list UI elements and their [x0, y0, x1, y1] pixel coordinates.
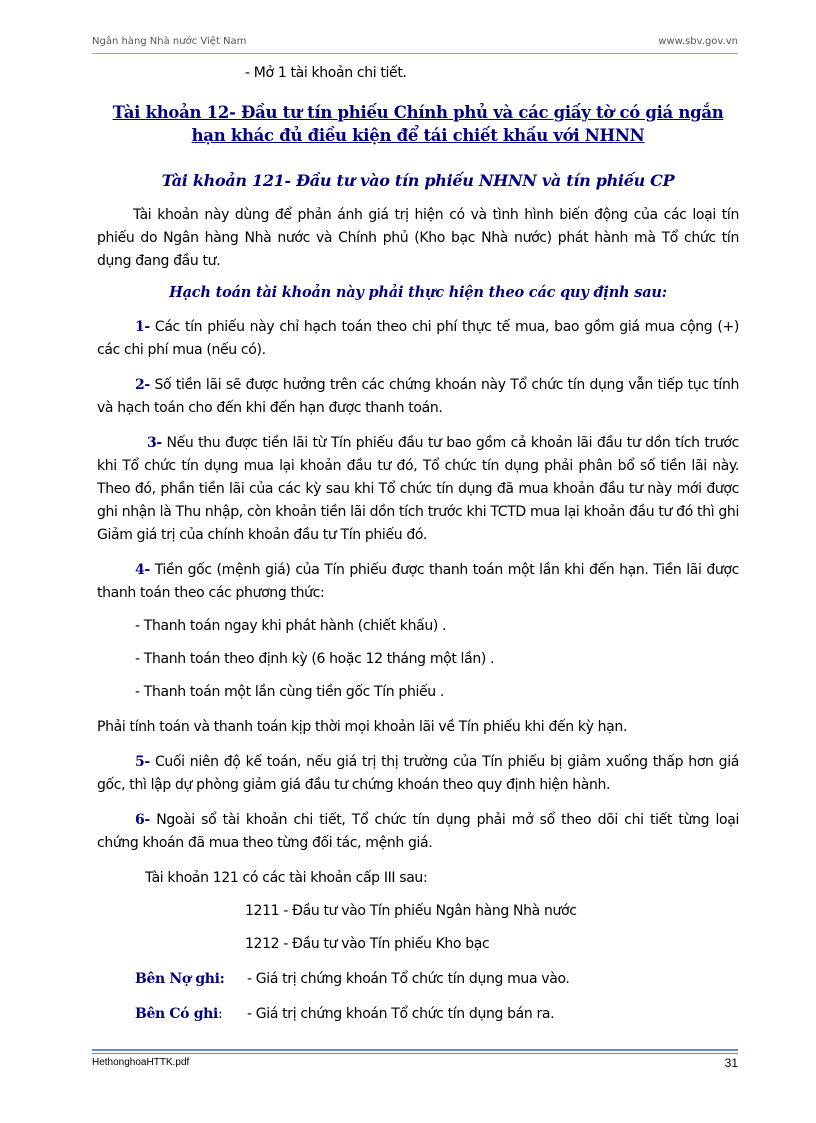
- document-body: [97, 62, 739, 1026]
- footer-filename: HethonghoaHTTK.pdf: [92, 1057, 190, 1068]
- credit-label: Bên Có ghi: [135, 1006, 218, 1022]
- rule-number: 4-: [135, 562, 150, 578]
- payment-method-item: - Thanh toán một lần cùng tiền gốc Tín phiếu .: [135, 684, 444, 700]
- rule-item: [97, 559, 739, 605]
- intro-paragraph: Tài khoản này dùng để phản ánh giá trị hiện có và tình hình biến động của các loại tín phiếu do Ngân hàng Nhà nước và Chính phủ (Kho bạc Nhà nước) phát hành mà Tổ chức tín dụng đang đầu tư.: [97, 207, 739, 269]
- rule-number: 6-: [135, 812, 150, 828]
- debit-label: Bên Nợ ghi:: [135, 971, 225, 987]
- rule-text: Số tiền lãi sẽ được hưởng trên các chứng khoán này Tổ chức tín dụng vẫn tiếp tục tính và hạch toán cho đến khi đến hạn được thanh toán.: [97, 377, 739, 416]
- payment-method-item: - Thanh toán ngay khi phát hành (chiết khấu) .: [135, 618, 447, 634]
- footer-divider-thin: [92, 1053, 738, 1054]
- rule-item: [97, 751, 739, 797]
- rule-number: 3-: [147, 435, 162, 451]
- rule-text: Ngoài sổ tài khoản chi tiết, Tổ chức tín dụng phải mở sổ theo dõi chi tiết từng loại chứng khoán đã mua theo từng đối tác, mệnh giá.: [97, 812, 739, 851]
- rule-text: Tiền gốc (mệnh giá) của Tín phiếu được thanh toán một lần khi đến hạn. Tiền lãi được thanh toán theo các phương thức:: [97, 562, 739, 601]
- rule-number: 2-: [135, 377, 150, 393]
- rule-text: Cuối niên độ kế toán, nếu giá trị thị trường của Tín phiếu bị giảm xuống thấp hơn giá gốc, thì lập dự phòng giảm giá đầu tư chứng khoán theo quy định hiện hành.: [97, 754, 739, 793]
- rule-number: 5-: [135, 754, 150, 770]
- rule-item: [97, 316, 739, 362]
- top-line: - Mở 1 tài khoản chi tiết.: [245, 65, 407, 81]
- rule-text: Các tín phiếu này chỉ hạch toán theo chi phí thực tế mua, bao gồm giá mua cộng (+) các chi phí mua (nếu có).: [97, 319, 739, 358]
- sub-account-1211: 1211 - Đầu tư vào Tín phiếu Ngân hàng Nhà nước: [245, 903, 577, 919]
- payment-method-item: - Thanh toán theo định kỳ (6 hoặc 12 tháng một lần) .: [135, 651, 495, 667]
- sub-accounts-intro: Tài khoản 121 có các tài khoản cấp III sau:: [145, 870, 428, 886]
- account-121-title: Tài khoản 121- Đầu tư vào tín phiếu NHNN và tín phiếu CP: [161, 171, 675, 190]
- credit-entry: [97, 1003, 739, 1026]
- header-website: www.sbv.gov.vn: [658, 36, 738, 47]
- rule-item: [97, 432, 739, 547]
- interest-payment-note: Phải tính toán và thanh toán kịp thời mọi khoản lãi về Tín phiếu khi đến kỳ hạn.: [97, 719, 628, 735]
- debit-entry: [97, 968, 739, 991]
- rule-number: 1-: [135, 319, 150, 335]
- rule-item: [97, 809, 739, 855]
- rule-item: [97, 374, 739, 420]
- credit-text: - Giá trị chứng khoán Tổ chức tín dụng bán ra.: [247, 1006, 555, 1022]
- sub-account-1212: 1212 - Đầu tư vào Tín phiếu Kho bạc: [245, 936, 490, 952]
- rule-text: Nếu thu được tiền lãi từ Tín phiếu đầu tư bao gồm cả khoản lãi đầu tư dồn tích trước khi Tổ chức tín dụng mua lại khoản đầu tư đó, Tổ chức tín dụng phải phân bổ số tiền lãi này. Theo đó, phần tiền lãi của các kỳ sau khi Tổ chức tín dụng đã mua khoản đầu tư này mới được ghi nhận là Thu nhập, còn khoản tiền lãi dồn tích trước khi TCTD mua lại khoản đầu tư đó thì ghi Giảm giá trị của chính khoản đầu tư Tín phiếu đó.: [97, 435, 739, 543]
- header-organization: Ngân hàng Nhà nước Việt Nam: [92, 36, 247, 47]
- rules-subheading: Hạch toán tài khoản này phải thực hiện theo các quy định sau:: [169, 284, 667, 301]
- debit-text: - Giá trị chứng khoán Tổ chức tín dụng mua vào.: [247, 971, 570, 987]
- credit-colon: :: [217, 1006, 223, 1022]
- page-number: 31: [724, 1056, 738, 1070]
- header-divider: [92, 53, 738, 54]
- credit-label-wrap: [135, 1003, 247, 1026]
- account-12-title: Tài khoản 12- Đầu tư tín phiếu Chính phủ và các giấy tờ có giá ngắn hạn khác đủ điều kiện để tái chiết khấu với NHNN: [112, 103, 724, 145]
- footer-divider: [92, 1049, 738, 1051]
